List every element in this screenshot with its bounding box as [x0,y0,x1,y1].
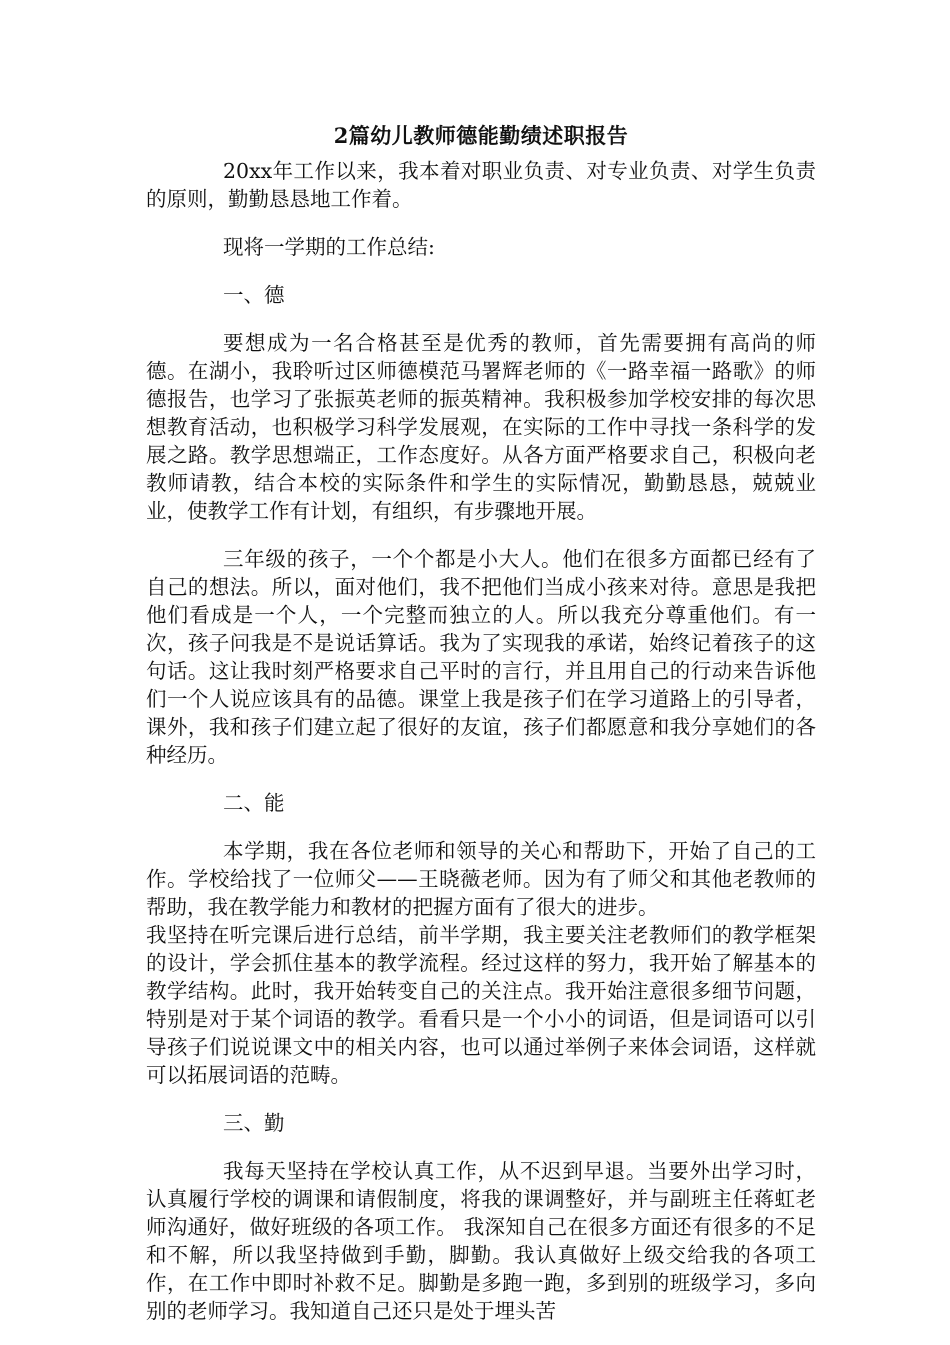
section-heading-de: 一、德 [223,283,285,307]
document-title: 2篇幼儿教师德能勤绩述职报告 [333,123,629,148]
paragraph-intro: 20xx年工作以来，我本着对职业负责、对专业负责、对学生负责的原则，勤勤恳恳地工作着。 [146,159,816,211]
paragraph-neng-2: 我坚持在听完课后进行总结，前半学期，我主要关注老教师们的教学框架的设计，学会抓住基本的教学流程。经过这样的努力，我开始了解基本的教学结构。此时，我开始转变自己的关注点。我开始注意很多细节问题，特别是对于某个词语的教学。看看只是一个小小的词语，但是词语可以引导孩子们说说课文中的相关内容，也可以通过举例子来体会词语，这样就可以拓展词语的范畴。 [146,923,816,1087]
document-body [146,121,816,1345]
section-heading-neng: 二、能 [223,791,285,815]
paragraph-summary-lead: 现将一学期的工作总结: [223,235,435,259]
paragraph-neng-1: 本学期，我在各位老师和领导的关心和帮助下，开始了自己的工作。学校给找了一位师父——王晓薇老师。因为有了师父和其他老教师的帮助，我在教学能力和教材的把握方面有了很大的进步。 [146,839,816,919]
paragraph-qin-1: 我每天坚持在学校认真工作，从不迟到早退。当要外出学习时，认真履行学校的调课和请假制度，将我的课调整好，并与副班主任蒋虹老师沟通好，做好班级的各项工作。 我深知自己在很多方面还有很多的不足和不解，所以我坚持做到手勤，脚勤。我认真做好上级交给我的各项工作，在工作中即时补救不足。脚勤是多跑一跑，多到别的班级学习，多向别的老师学习。我知道自己还只是处于埋头苦 [146,1159,816,1323]
paragraph-de-1: 要想成为一名合格甚至是优秀的教师，首先需要拥有高尚的师德。在湖小，我聆听过区师德模范马署辉老师的《一路幸福一路歌》的师德报告，也学习了张振英老师的振英精神。我积极参加学校安排的每次思想教育活动，也积极学习科学发展观，在实际的工作中寻找一条科学的发展之路。教学思想端正，工作态度好。从各方面严格要求自己，积极向老教师请教，结合本校的实际条件和学生的实际情况，勤勤恳恳，兢兢业业，使教学工作有计划，有组织，有步骤地开展。 [146,331,816,523]
paragraph-de-2: 三年级的孩子，一个个都是小大人。他们在很多方面都已经有了自己的想法。所以，面对他们，我不把他们当成小孩来对待。意思是我把他们看成是一个人，一个完整而独立的人。所以我充分尊重他们。有一次，孩子问我是不是说话算话。我为了实现我的承诺，始终记着孩子的这句话。这让我时刻严格要求自己平时的言行，并且用自己的行动来告诉他们一个人说应该具有的品德。课堂上我是孩子们在学习道路上的引导者，课外，我和孩子们建立起了很好的友谊，孩子们都愿意和我分享她们的各种经历。 [146,547,816,767]
section-heading-qin: 三、勤 [223,1111,285,1135]
